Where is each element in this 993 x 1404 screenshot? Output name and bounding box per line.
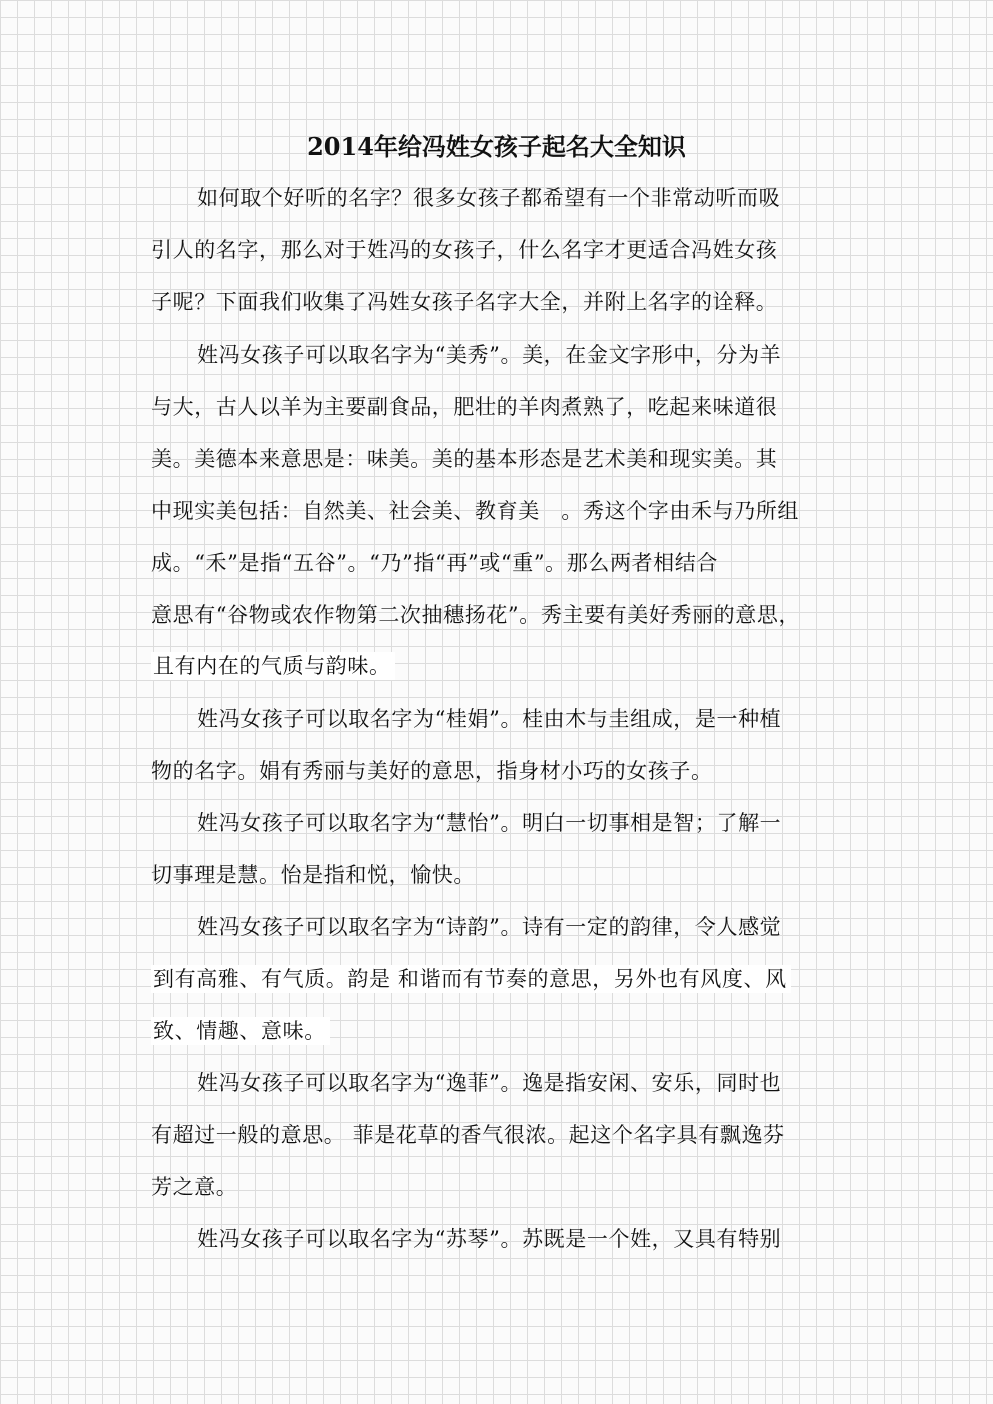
text-line: 引人的名字，那么对于姓冯的女孩子，什么名字才更适合冯姓女孩 bbox=[151, 238, 778, 262]
text-line: 与大，古人以羊为主要副食品，肥壮的羊肉煮熟了，吃起来味道很 bbox=[151, 395, 778, 419]
text-line: 物的名字。娟有秀丽与美好的意思，指身材小巧的女孩子。 bbox=[151, 759, 713, 783]
text-line: 意思有“谷物或农作物第二次抽穗扬花”。秀主要有美好秀丽的意思， bbox=[151, 603, 801, 627]
text-line: 美。美德本来意思是：味美。美的基本形态是艺术美和现实美。其 bbox=[151, 447, 778, 471]
text-line: 姓冯女孩子可以取名字为“逸菲”。逸是指安闲、安乐，同时也 bbox=[197, 1071, 782, 1095]
highlighted-text: 致、情趣、意味。 bbox=[151, 1017, 330, 1045]
text-line bbox=[151, 1011, 330, 1051]
text-line bbox=[151, 646, 395, 686]
text-line: 有超过一般的意思。 菲是花草的香气很浓。起这个名字具有飘逸芬 bbox=[151, 1123, 785, 1147]
text-line: 子呢？下面我们收集了冯姓女孩子名字大全，并附上名字的诠释。 bbox=[151, 290, 778, 314]
text-line: 姓冯女孩子可以取名字为“苏琴”。苏既是一个姓，又具有特别 bbox=[197, 1227, 782, 1251]
document-title: 2014年给冯姓女孩子起名大全知识 bbox=[307, 132, 686, 161]
text-line: 切事理是慧。怡是指和悦，愉快。 bbox=[151, 863, 475, 887]
text-line: 芳之意。 bbox=[151, 1175, 238, 1199]
highlighted-text: 且有内在的气质与韵味。 bbox=[151, 652, 395, 680]
text-line: 姓冯女孩子可以取名字为“诗韵”。诗有一定的韵律，令人感觉 bbox=[197, 915, 782, 939]
text-line: 姓冯女孩子可以取名字为“慧怡”。明白一切事相是智；了解一 bbox=[197, 811, 782, 835]
highlighted-text: 到有高雅、有气质。韵是 和谐而有节奏的意思，另外也有风度、风 bbox=[151, 965, 791, 993]
text-line: 如何取个好听的名字？很多女孩子都希望有一个非常动听而吸 bbox=[197, 186, 781, 210]
text-line: 中现实美包括：自然美、社会美、教育美 。秀这个字由禾与乃所组 bbox=[151, 499, 799, 523]
text-line bbox=[151, 959, 791, 999]
text-line: 姓冯女孩子可以取名字为“美秀”。美，在金文字形中，分为羊 bbox=[197, 343, 782, 367]
text-line: 姓冯女孩子可以取名字为“桂娟”。桂由木与圭组成，是一种植 bbox=[197, 707, 782, 731]
text-line: 成。“禾”是指“五谷”。“乃”指“再”或“重”。那么两者相结合 bbox=[151, 551, 718, 575]
